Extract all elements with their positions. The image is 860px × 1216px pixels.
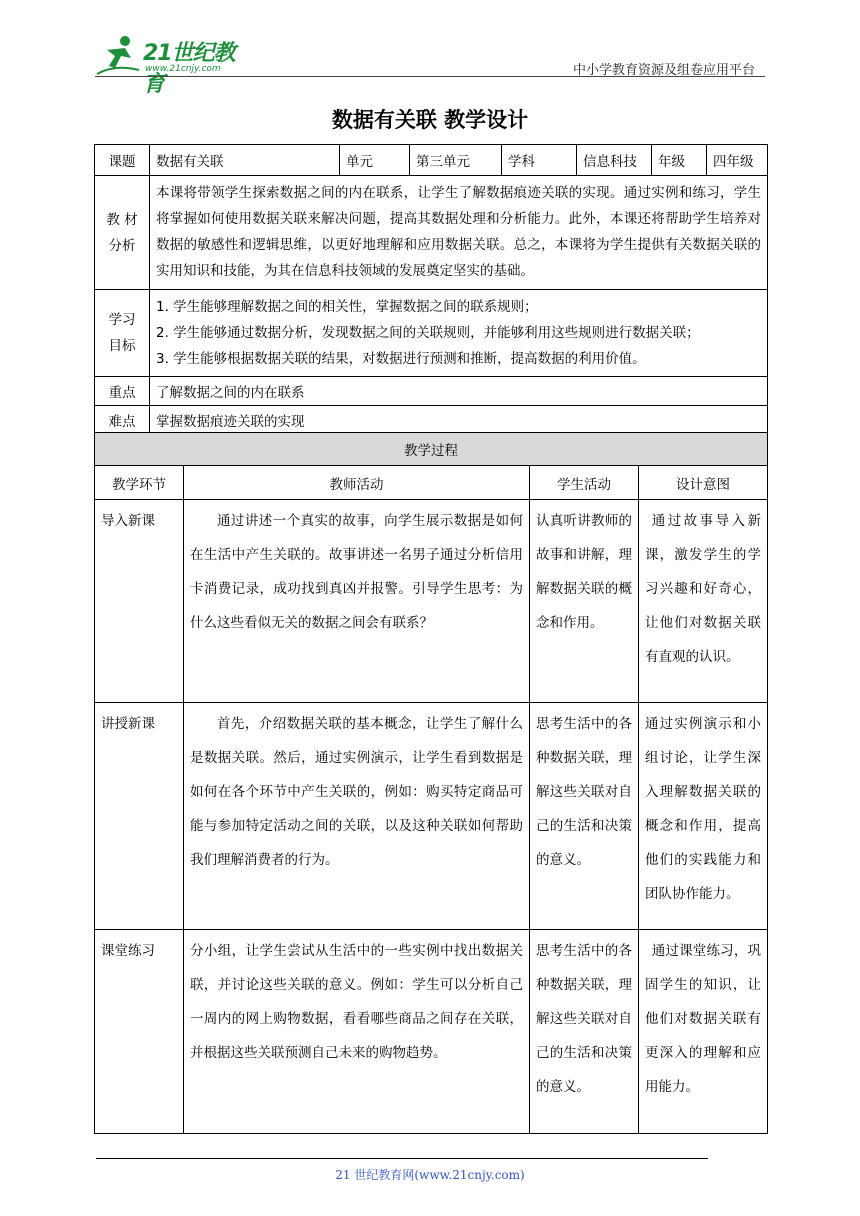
design-intent-cell: 通过实例演示和小组讨论，让学生深入理解数据关联的概念和作用，提高他们的实践能力和团队协作能力。 (639, 703, 768, 930)
course-value: 数据有关联 (150, 145, 340, 176)
footer-divider (96, 1158, 708, 1159)
runner-logo-icon (95, 34, 141, 76)
stage-cell: 课堂练习 (95, 930, 184, 1134)
goal-item: 3. 学生能够根据数据关联的结果，对数据进行预测和推断，提高数据的利用价值。 (156, 351, 646, 367)
teacher-activity-cell: 通过讲述一个真实的故事，向学生展示数据是如何在生活中产生关联的。故事讲述一名男子通过分析信用卡消费记录，成功找到真凶并报警。引导学生思考：为什么这些看似无关的数据之间会有联系？ (184, 500, 530, 703)
course-label: 课题 (95, 145, 150, 176)
goals-label: 学习 目标 (95, 290, 150, 377)
analysis-label: 教 材 分析 (95, 176, 150, 290)
subject-label: 学科 (502, 145, 577, 176)
difficulty-row (95, 406, 768, 435)
column-header-stage: 教学环节 (95, 466, 184, 500)
page-header (95, 30, 765, 97)
stage-cell: 讲授新课 (95, 703, 184, 930)
key-point-text: 了解数据之间的内在联系 (150, 377, 768, 406)
stage-cell: 导入新课 (95, 500, 184, 703)
logo (95, 34, 255, 97)
process-row-practice (95, 930, 768, 1134)
unit-label: 单元 (340, 145, 410, 176)
process-row-intro (95, 500, 768, 703)
goal-item: 2. 学生能够通过数据分析，发现数据之间的关联规则，并能够利用这些规则进行数据关联； (156, 325, 700, 341)
document-title: 数据有关联 教学设计 (331, 108, 529, 132)
teacher-activity-cell: 分小组，让学生尝试从生活中的一些实例中找出数据关联，并讨论这些关联的意义。例如：学生可以分析自己一周内的网上购物数据，看看哪些商品之间存在关联，并根据这些关联预测自己未来的购物趋势。 (184, 930, 530, 1134)
column-header-student: 学生活动 (530, 466, 639, 500)
difficulty-label: 难点 (95, 406, 150, 435)
teaching-process-table (94, 432, 768, 1134)
column-header-intent: 设计意图 (639, 466, 768, 500)
goal-item: 1. 学生能够理解数据之间的相关性，掌握数据之间的联系规则； (156, 299, 538, 315)
design-intent-cell: 通过课堂练习，巩固学生的知识，让他们对数据关联有更深入的理解和应用能力。 (639, 930, 768, 1134)
grade-value: 四年级 (707, 145, 768, 176)
platform-name: 中小学教育资源及组卷应用平台 (572, 63, 755, 78)
analysis-text: 本课将带领学生探索数据之间的内在联系，让学生了解数据痕迹关联的实现。通过实例和练习，学生将掌握如何使用数据关联来解决问题，提高其数据处理和分析能力。此外，本课还将帮助学生培养对数据的敏感性和逻辑思维，以更好地理解和应用数据关联。总之，本课将为学生提供有关数据关联的实用知识和技能，为其在信息科技领域的发展奠定坚实的基础。 (150, 176, 768, 290)
student-activity-cell: 思考生活中的各种数据关联，理解这些关联对自己的生活和决策的意义。 (530, 930, 639, 1134)
student-activity-cell: 思考生活中的各种数据关联，理解这些关联对自己的生活和决策的意义。 (530, 703, 639, 930)
key-point-row (95, 377, 768, 406)
info-row (95, 145, 768, 176)
unit-value: 第三单元 (410, 145, 502, 176)
design-intent-cell: 通过故事导入新课，激发学生的学习兴趣和好奇心，让他们对数据关联有直观的认识。 (639, 500, 768, 703)
process-title: 教学过程 (95, 433, 768, 466)
footer-text: 21 世纪教育网(www.21cnjy.com) (335, 1168, 525, 1182)
lesson-info-table (94, 144, 768, 435)
process-title-row (95, 433, 768, 466)
logo-text: 21世纪教育 (143, 41, 235, 97)
header-divider (95, 76, 765, 77)
student-activity-cell: 认真听讲教师的故事和讲解，理解数据关联的概念和作用。 (530, 500, 639, 703)
subject-value: 信息科技 (577, 145, 652, 176)
key-point-label: 重点 (95, 377, 150, 406)
analysis-row (95, 176, 768, 290)
grade-label: 年级 (652, 145, 707, 176)
goals-list (150, 290, 768, 377)
goals-row (95, 290, 768, 377)
logo-url: www.21cnjy.com (145, 64, 221, 74)
difficulty-text: 掌握数据痕迹关联的实现 (150, 406, 768, 435)
process-row-lecture (95, 703, 768, 930)
process-header-row (95, 466, 768, 500)
teacher-activity-cell: 首先，介绍数据关联的基本概念，让学生了解什么是数据关联。然后，通过实例演示，让学生看到数据是如何在各个环节中产生关联的，例如：购买特定商品可能与参加特定活动之间的关联，以及这种关联如何帮助我们理解消费者的行为。 (184, 703, 530, 930)
column-header-teacher: 教师活动 (184, 466, 530, 500)
